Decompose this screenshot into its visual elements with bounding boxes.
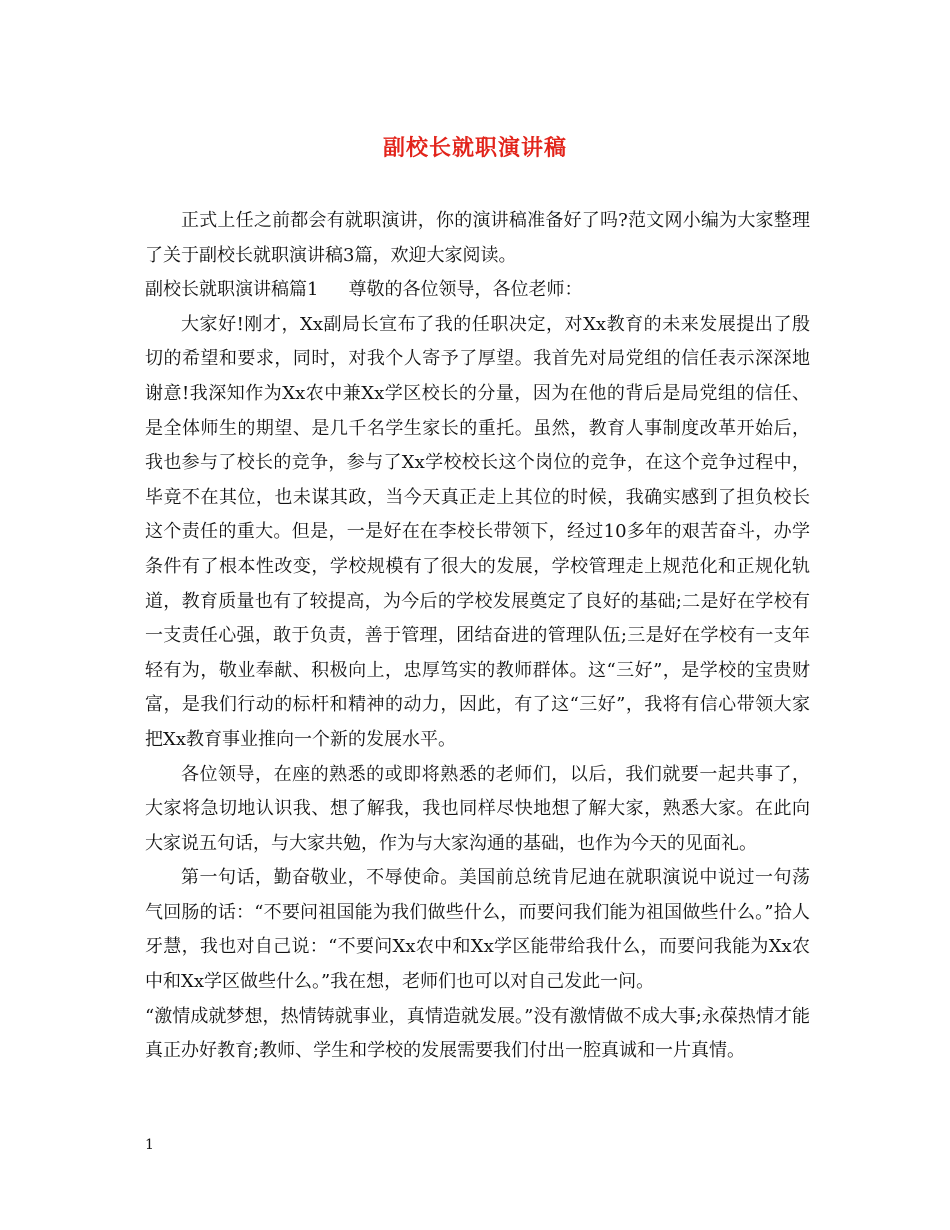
body-paragraph: 各位领导，在座的熟悉的或即将熟悉的老师们，以后，我们就要一起共事了，大家将急切地认识我、想了解我，我也同样尽快地想了解大家，熟悉大家。在此向大家说五句话，与大家共勉，作为与大家沟通的基础，也作为今天的见面礼。	[145, 763, 810, 854]
salutation: 尊敬的各位领导，各位老师：	[348, 279, 583, 301]
intro-paragraph: 正式上任之前都会有就职演讲，你的演讲稿准备好了吗?范文网小编为大家整理了关于副校长就职演讲稿3篇，欢迎大家阅读。	[145, 210, 810, 266]
section-heading-line	[145, 273, 810, 308]
body-paragraph: “激情成就梦想，热情铸就事业，真情造就发展。”没有激情做不成大事;永葆热情才能真正办好教育;教师、学生和学校的发展需要我们付出一腔真诚和一片真情。	[145, 1005, 810, 1062]
document-title: 副校长就职演讲稿	[382, 135, 567, 161]
document-body	[145, 204, 810, 1069]
body-paragraph: 第一句话，勤奋敬业，不辱使命。美国前总统肯尼迪在就职演说中说过一句荡气回肠的话：“不要问祖国能为我们做些什么，而要问我们能为祖国做些什么。”拾人牙慧，我也对自己说：“不要问Xx农中和Xx学区能带给我什么，而要问我能为Xx农中和Xx学区做些什么。”我在想，老师们也可以对自己发此一问。	[145, 867, 810, 993]
body-paragraph: 大家好!刚才，Xx副局长宣布了我的任职决定，对Xx教育的未来发展提出了殷切的希望和要求，同时，对我个人寄予了厚望。我首先对局党组的信任表示深深地谢意!我深知作为Xx农中兼Xx学区校长的分量，因为在他的背后是局党组的信任、是全体师生的期望、是几千名学生家长的重托。虽然，教育人事制度改革开始后，我也参与了校长的竞争，参与了Xx学校校长这个岗位的竞争，在这个竞争过程中，毕竟不在其位，也未谋其政，当今天真正走上其位的时候，我确实感到了担负校长这个责任的重大。但是，一是好在在李校长带领下，经过10多年的艰苦奋斗，办学条件有了根本性改变，学校规模有了很大的发展，学校管理走上规范化和正规化轨道，教育质量也有了较提高，为今后的学校发展奠定了良好的基础;二是好在学校有一支责任心强，敢于负责，善于管理，团结奋进的管理队伍;三是好在学校有一支年轻有为，敬业奉献、积极向上，忠厚笃实的教师群体。这“三好”，是学校的宝贵财富，是我们行动的标杆和精神的动力，因此，有了这“三好”，我将有信心带领大家把Xx教育事业推向一个新的发展水平。	[145, 313, 810, 750]
page-number: 1	[145, 1137, 154, 1153]
section-heading: 副校长就职演讲稿篇1	[145, 279, 319, 301]
